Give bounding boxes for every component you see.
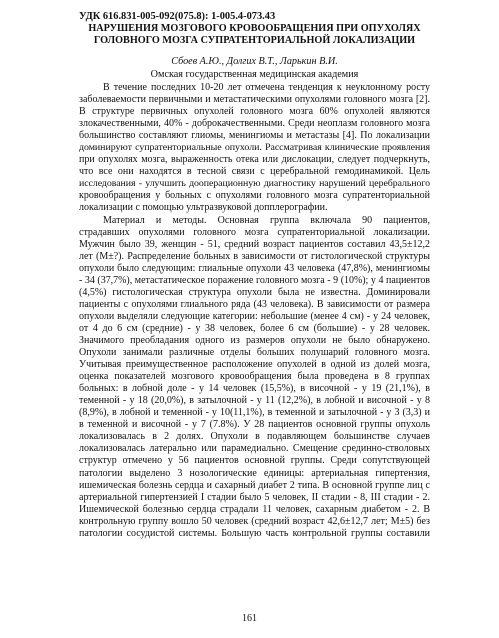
body-line: пациенты с опухолями глиального ряда (43 человека). В зависимости от размера: [79, 298, 430, 310]
body-line: локализации с помощью ультразвуковой допплерографии.: [79, 202, 328, 214]
body-line: опухоли было следующим: глиальные опухоли 43 человека (47,8%), менингиомы: [79, 262, 430, 274]
body-line: лет (M±?). Распределение больных в зависимости от гистологической структуры: [79, 250, 430, 262]
body-line: артериальной гипертензией I стадии было 5 человек, II стадии - 8, III стадии - 2.: [79, 491, 430, 503]
body-line: в теменной и височной - у 7 (7.8%). У 28 пациентов основной группы опухоль: [79, 419, 430, 431]
body-line: Учитывая преимущественное расположение опухолей в одной из долей мозга,: [79, 359, 430, 371]
body-line: Опухоли занимали различные отделы больших полушарий головного мозга.: [79, 347, 430, 359]
body-line: В течение последних 10-20 лет отмечена тенденция к неуклонному росту: [103, 82, 430, 93]
body-line: оценка показателей мозгового кровообращения была проведена в 8 группах: [79, 371, 430, 383]
body-line: (8,9%), в лобной и теменной - у 10(11,1%), в теменной и затылочной - у 3 (3,3) и: [79, 407, 430, 419]
body-line: - 34 (37,7%), метастатическое поражение головного мозга - 9 (10%); у 4 пациентов: [79, 274, 430, 286]
paper-page: [79, 11, 430, 540]
body-line: опухоли выделяли следующие категории: небольшие (менее 4 см) - у 24 человек,: [79, 310, 430, 322]
body-line: локализовалась в 2 долях. Опухоли в подавляющем большинстве случаев: [79, 431, 430, 443]
body-line: теменной - у 18 (20,0%), в затылочной - у 11 (12,2%), в лобной и височной - у 8: [79, 395, 430, 407]
body-line: Значимого преобладания одного из размеров опухоли не было обнаружено.: [79, 334, 430, 346]
affiliation: Омская государственная медицинская академия: [150, 69, 359, 80]
page-number: 161: [242, 613, 257, 624]
body-line: при опухолях мозга, выраженность отека или дислокации, следует подчеркнуть,: [79, 154, 430, 166]
title-line: ГОЛОВНОГО МОЗГА СУПРАТЕНТОРИАЛЬНОЙ ЛОКАЛИЗАЦИИ: [93, 35, 416, 46]
body-line: (4,5%) гистологическая структура опухоли была не известна. Доминировали: [79, 286, 430, 298]
body-line: что все они находятся в тесной связи с церебральной гемодинамикой. Цель: [79, 166, 430, 178]
body-line: патологии выделено 3 нозологические единицы: артериальная гипертензия,: [79, 467, 430, 479]
body-line: структур отмечено у 56 пациентов основной группы. Среди сопутствующей: [79, 455, 430, 467]
body-line: Материал и методы. Основная группа включала 90 пациентов,: [103, 214, 430, 226]
body-line: злокачественными, 40% - доброкачественными. Среди неоплазм головного мозга: [79, 118, 430, 130]
body-line: страдавших опухолями головного мозга супратенториальной локализации.: [79, 226, 430, 238]
body-line: Ишемической болезнью сердца страдали 11 человек, сахарным диабетом - 2. В: [79, 503, 430, 515]
article-title: [79, 23, 430, 47]
title-line: НАРУШЕНИЯ МОЗГОВОГО КРОВООБРАЩЕНИЯ ПРИ ОПУХОЛЯХ: [88, 23, 421, 34]
udc-code: УДК 616.831-005-092(075.8): 1-005.4-073.43: [79, 11, 276, 22]
body-line: контрольную группу вошло 50 человек (средний возраст 42,6±12,7 лет; M±5) без: [79, 515, 430, 527]
authors: Сбоев А.Ю., Долгих В.Т., Ларькин В.И.: [171, 56, 338, 67]
body-line: доминируют супратенториальные опухоли. Рассматривая клинические проявления: [79, 142, 430, 154]
body-line: ишемическая болезнь сердца и сахарный диабет 2 типа. В основной группе лиц с: [79, 479, 430, 491]
body-line: кровообращения у больных с опухолями головного мозга супратенториальной: [79, 190, 430, 202]
body-line: заболеваемости первичными и метастатическими опухолями головного мозга [2].: [79, 94, 430, 106]
body-line: патологии сосудистой системы. Большую часть контрольной группы составили: [79, 527, 430, 539]
body-line: Мужчин было 39, женщин - 51, средний возраст пациентов составил 43,5±12,2: [79, 238, 430, 250]
body-line: больных: в лобной доле - у 14 человек (15,5%), в височной - у 19 (21,1%), в: [79, 383, 430, 395]
article-body: [79, 82, 430, 540]
body-line: от 4 до 6 см (средние) - у 38 человек, более 6 см (большие) - у 28 человек.: [79, 322, 430, 334]
body-line: В структуре первичных опухолей головного мозга 60% опухолей являются: [79, 106, 430, 118]
body-line: исследования - улучшить дооперационную диагностику нарушений церебрального: [79, 178, 430, 190]
body-line: локализовалась латерально или парамедиально. Смещение срединно-стволовых: [79, 443, 430, 455]
body-line: большинство составляют глиомы, менингиомы и метастазы [4]. По локализации: [79, 130, 430, 142]
